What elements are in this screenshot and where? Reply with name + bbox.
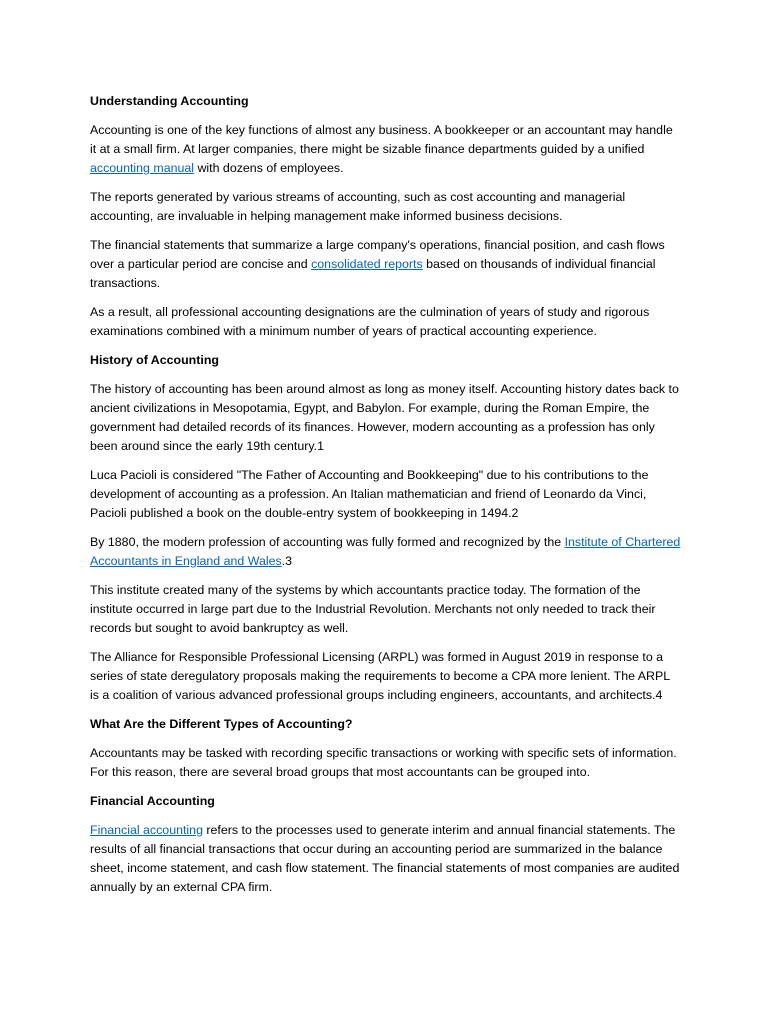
- paragraph: Luca Pacioli is considered "The Father of Accounting and Bookkeeping" due to his contributions to the development of accounting as a profession. An Italian mathematician and friend of Leonardo da Vinci, Pacioli published a book on the double-entry system of bookkeeping in 1494.2: [90, 468, 649, 520]
- paragraph: [90, 236, 682, 293]
- heading-financial-accounting: Financial Accounting: [90, 794, 215, 808]
- link-consolidated-reports[interactable]: consolidated reports: [311, 257, 423, 271]
- paragraph: [90, 821, 682, 897]
- paragraph: The reports generated by various streams of accounting, such as cost accounting and managerial accounting, are invaluable in helping management make informed business decisions.: [90, 190, 626, 223]
- paragraph-text: based on thousands of individual financial transactions.: [90, 257, 656, 290]
- heading-understanding-accounting: Understanding Accounting: [90, 94, 249, 108]
- paragraph-text: with dozens of employees.: [194, 161, 344, 175]
- paragraph-text: .3: [281, 554, 293, 568]
- paragraph-text: refers to the processes used to generate interim and annual financial statements. The results of all financial transactions that occur during an accounting period are summarized in the balance sheet, income statement, and cash flow statement. The financial statements of most companies are audited annually by an external CPA firm.: [90, 823, 680, 894]
- paragraph: This institute created many of the systems by which accountants practice today. The formation of the institute occurred in large part due to the Industrial Revolution. Merchants not only needed to track their records but sought to avoid bankruptcy as well.: [90, 583, 656, 635]
- paragraph: [90, 533, 682, 571]
- link-accounting-manual[interactable]: accounting manual: [90, 161, 195, 175]
- document-page: [90, 92, 682, 907]
- paragraph: The history of accounting has been around almost as long as money itself. Accounting history dates back to ancient civilizations in Mesopotamia, Egypt, and Babylon. For example, during the Roman Empire, the government had detailed records of its finances. However, modern accounting as a profession has only been around since the early 19th century.1: [90, 382, 679, 453]
- heading-history-of-accounting: History of Accounting: [90, 353, 219, 367]
- heading-types-of-accounting: What Are the Different Types of Accounting?: [90, 717, 353, 731]
- paragraph: The Alliance for Responsible Professional Licensing (ARPL) was formed in August 2019 in response to a series of state deregulatory proposals making the requirements to become a CPA more lenient. The ARPL is a coalition of various advanced professional groups including engineers, accountants, and architects.4: [90, 650, 670, 702]
- paragraph: As a result, all professional accounting designations are the culmination of years of study and rigorous examinations combined with a minimum number of years of practical accounting experience.: [90, 305, 650, 338]
- paragraph-text: The financial statements that summarize a large company's operations, financial position, and cash flows over a particular period are concise and: [90, 238, 665, 271]
- link-icaew[interactable]: Institute of Chartered Accountants in England and Wales: [90, 535, 681, 568]
- paragraph: Accountants may be tasked with recording specific transactions or working with specific sets of information. For this reason, there are several broad groups that most accountants can be grouped into.: [90, 746, 677, 779]
- paragraph-text: By 1880, the modern profession of accounting was fully formed and recognized by the: [90, 535, 565, 549]
- paragraph: [90, 121, 682, 178]
- paragraph-text: Accounting is one of the key functions of almost any business. A bookkeeper or an accountant may handle it at a small firm. At larger companies, there might be sizable finance departments guided by a unified: [90, 123, 673, 156]
- link-financial-accounting[interactable]: Financial accounting: [90, 823, 203, 837]
